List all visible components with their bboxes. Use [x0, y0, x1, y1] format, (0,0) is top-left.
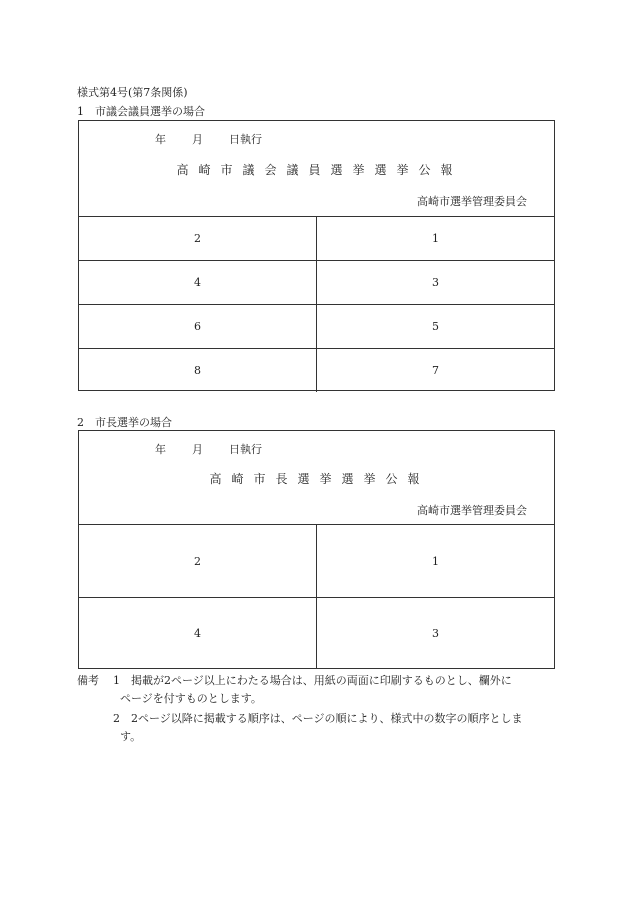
section2-page-grid: [79, 525, 554, 669]
page-cell-right: 3: [432, 276, 439, 289]
page-cell-right: 1: [432, 232, 439, 245]
page-cell-left: 6: [79, 305, 317, 348]
section1-date-line: [155, 131, 262, 147]
form-title: 様式第4号(第7条関係): [77, 86, 188, 99]
note-number: 2: [113, 712, 120, 725]
page-cell-left: 2: [79, 217, 317, 260]
page-cell-right: 1: [432, 554, 439, 568]
page-row: [79, 217, 554, 261]
page-cell-left: 8: [79, 349, 317, 392]
note-line: ページを付すものとします。: [120, 692, 262, 705]
page-cell-left: 4: [79, 598, 317, 669]
note-line: 掲載が2ページ以上にわたる場合は、用紙の両面に印刷するものとし、欄外に: [131, 674, 512, 687]
page-row: [79, 261, 554, 305]
page-row: [79, 598, 554, 669]
section2-gazette-title: 高崎市長選挙選挙公報: [209, 472, 430, 486]
section2-header: [79, 431, 554, 525]
section2-committee: 高崎市選挙管理委員会: [417, 504, 527, 517]
note-number: 1: [113, 674, 120, 687]
section2-title: 2 市長選挙の場合: [77, 416, 172, 429]
date-day: 日執行: [229, 443, 262, 456]
page-cell-right: 7: [432, 364, 439, 377]
date-day: 日執行: [229, 133, 262, 146]
page-cell-left: 4: [79, 261, 317, 304]
section2-date-line: [155, 441, 262, 457]
note-line: 2ページ以降に掲載する順序は、ページの順により、様式中の数字の順序としま: [131, 712, 523, 725]
section2-gazette-form: [78, 430, 555, 669]
page-cell-right: 3: [432, 627, 439, 640]
notes-label: 備考: [77, 674, 99, 687]
page-row: [79, 349, 554, 392]
date-month: 月: [192, 133, 203, 146]
section1-gazette-form: [78, 120, 555, 391]
page-row: [79, 525, 554, 598]
section1-gazette-title: 高崎市議会議員選挙選挙公報: [176, 163, 463, 177]
section1-committee: 高崎市選挙管理委員会: [417, 195, 527, 208]
section1-page-grid: [79, 217, 554, 392]
page-row: [79, 305, 554, 349]
date-year: 年: [155, 443, 166, 456]
page-cell-right: 5: [432, 320, 439, 333]
section1-header: [79, 121, 554, 217]
date-month: 月: [192, 443, 203, 456]
date-year: 年: [155, 133, 166, 146]
page-cell-left: 2: [79, 525, 317, 597]
note-line: す。: [120, 730, 142, 743]
section1-title: 1 市議会議員選挙の場合: [77, 105, 205, 118]
